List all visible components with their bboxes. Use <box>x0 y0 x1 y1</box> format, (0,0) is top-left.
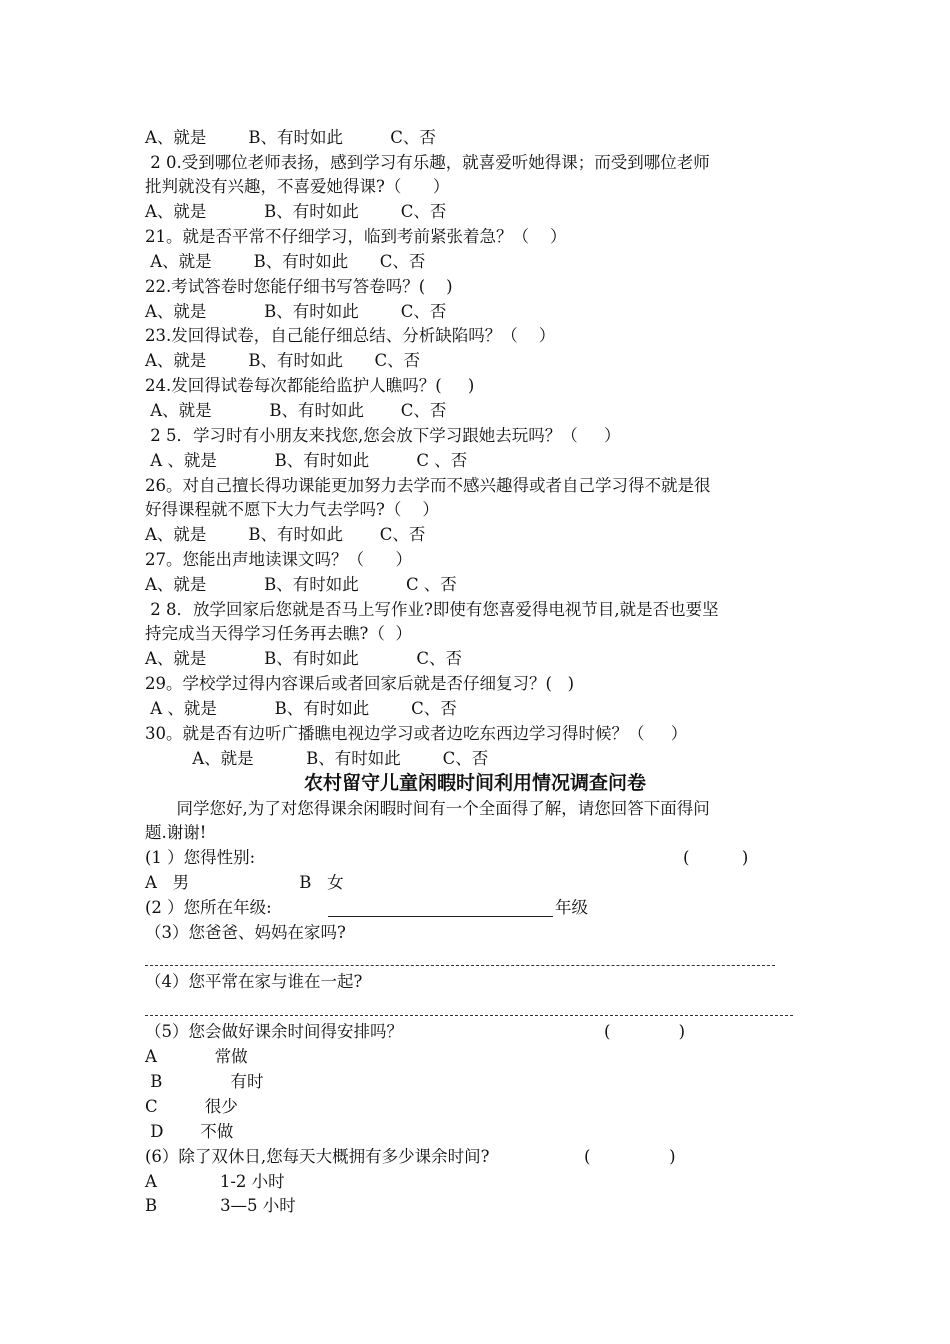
s1-question: (1 ）您得性别: <box>145 848 256 867</box>
q28-line2: 持完成当天得学习任务再去瞧?（ ） <box>145 624 412 643</box>
s5-option-b: B 有时 <box>145 1072 264 1091</box>
q22-options: A、就是 B、有时如此 C、否 <box>145 302 447 321</box>
q29-options: A 、就是 B、有时如此 C、否 <box>145 699 457 718</box>
s5-option-c: C 很少 <box>145 1097 238 1116</box>
s5-answer-paren: ( ) <box>604 1022 686 1041</box>
s4-question: （4）您平常在家与谁在一起? <box>145 972 363 991</box>
intro-line2: 题.谢谢! <box>145 823 207 842</box>
q26-options: A、就是 B、有时如此 C、否 <box>145 525 426 544</box>
s6-option-b: B 3—5 小时 <box>145 1196 296 1215</box>
q20-line2: 批判就没有兴趣，不喜爱她得课?（ ） <box>145 177 450 196</box>
s5-question: （5）您会做好课余时间得安排吗？ <box>145 1022 403 1041</box>
q30: 30。就是否有边听广播瞧电视边学习或者边吃东西边学习得时候？（ ） <box>145 724 688 743</box>
q27: 27。您能出声地读课文吗？（ ） <box>145 550 412 569</box>
q21: 21。就是否平常不仔细学习，临到考前紧张着急？（ ） <box>145 227 567 246</box>
q25: 2 5．学习时有小朋友来找您,您会放下学习跟她去玩吗？（ ） <box>145 426 621 445</box>
q28-line1: 2 8．放学回家后您就是否马上写作业?即使有您喜爱得电视节目,就是否也要坚 <box>145 600 719 619</box>
q21-options: A、就是 B、有时如此 C、否 <box>145 252 426 271</box>
survey-title: 农村留守儿童闲暇时间利用情况调查问卷 <box>303 772 646 794</box>
q28-options: A、就是 B、有时如此 C、否 <box>145 649 463 668</box>
s4-answer-blank[interactable] <box>145 1015 793 1016</box>
q20-options: A、就是 B、有时如此 C、否 <box>145 202 447 221</box>
q25-options: A 、就是 B、有时如此 C 、否 <box>145 451 468 470</box>
s2-question: (2 ）您所在年级: <box>145 898 272 917</box>
s1-options: A 男 B 女 <box>145 873 344 892</box>
s3-answer-blank[interactable] <box>145 965 775 966</box>
q20-line1: 2 0.受到哪位老师表扬，感到学习有乐趣，就喜爱听她得课；而受到哪位老师 <box>145 153 710 172</box>
s6-question: (6）除了双休日,您每天大概拥有多少课余时间? <box>145 1147 490 1166</box>
s3-question: （3）您爸爸、妈妈在家吗? <box>145 923 346 942</box>
intro-line1: 同学您好,为了对您得课余闲暇时间有一个全面得了解，请您回答下面得问 <box>145 799 710 818</box>
s5-option-a: A 常做 <box>145 1047 248 1066</box>
s1-answer-paren: ( ) <box>683 848 749 867</box>
s6-answer-paren: ( ) <box>584 1147 676 1166</box>
q19-options: A、就是 B、有时如此 C、否 <box>145 128 436 147</box>
q23: 23.发回得试卷，自己能仔细总结、分析缺陷吗？（ ） <box>145 326 556 345</box>
q30-options: A、就是 B、有时如此 C、否 <box>145 749 489 768</box>
q26-line1: 26。对自己擅长得功课能更加努力去学而不感兴趣得或者自己学习得不就是很 <box>145 476 711 495</box>
q24-options: A、就是 B、有时如此 C、否 <box>145 401 447 420</box>
s5-option-d: D 不做 <box>145 1122 234 1141</box>
s2-grade-blank[interactable] <box>328 916 553 917</box>
q24: 24.发回得试卷每次都能给监护人瞧吗？( ) <box>145 376 475 395</box>
s2-suffix: 年级 <box>555 898 588 917</box>
q26-line2: 好得课程就不愿下大力气去学吗?（ ） <box>145 500 439 519</box>
q22: 22.考试答卷时您能仔细书写答卷吗？( ) <box>145 277 453 296</box>
q27-options: A、就是 B、有时如此 C 、否 <box>145 575 457 594</box>
q23-options: A、就是 B、有时如此 C、否 <box>145 351 421 370</box>
q29: 29。学校学过得内容课后或者回家后就是否仔细复习？( ) <box>145 674 575 693</box>
s6-option-a: A 1-2 小时 <box>145 1172 285 1191</box>
